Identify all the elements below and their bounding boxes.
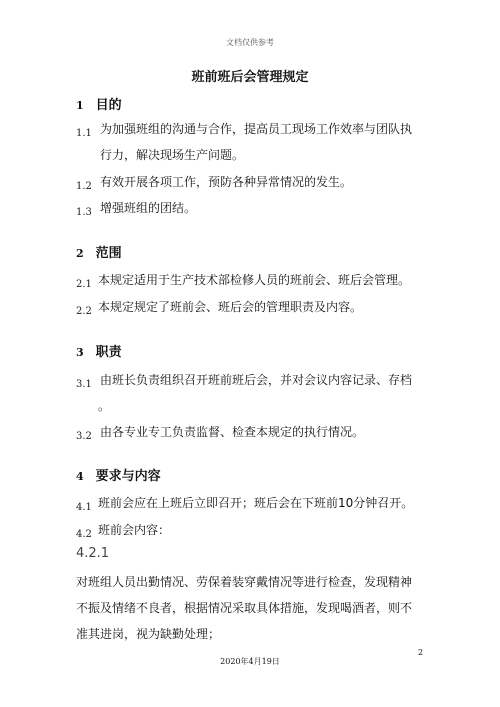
item-text: 由各专业专工负责监督、检查本规定的执行情况。 (100, 425, 365, 439)
page-number: 2 (418, 648, 424, 657)
list-item (76, 372, 92, 391)
item-text: 本规定适用于生产技术部检修人员的班前会、班后会管理。 (98, 273, 411, 287)
item-text: 有效开展各项工作，预防各种异常情况的发生。 (100, 175, 353, 189)
footer-date: 2020年4月19日 (220, 657, 280, 666)
item-number: 3.2 (76, 431, 92, 442)
section-number: 2 (76, 247, 84, 260)
section-number: 4 (76, 470, 84, 483)
item-text: 。 (98, 399, 111, 413)
paragraph-line: 不振及情绪不良者，根据情况采取具体措施，发现喝酒者，则不 (76, 601, 413, 615)
watermark-text: 文档仅供参考 (226, 38, 274, 47)
item-text: 班前会应在上班后立即召开；班后会在下班前10分钟召开。 (98, 496, 414, 510)
item-text: 班前会内容： (98, 523, 171, 537)
list-item (76, 121, 92, 140)
section-heading (76, 341, 122, 360)
item-number: 2.2 (76, 306, 92, 317)
list-item (76, 272, 92, 291)
section-title: 要求与内容 (95, 469, 161, 484)
list-item (76, 174, 92, 193)
item-number: 1.2 (76, 181, 92, 192)
section-title: 范围 (95, 246, 122, 261)
section-number: 3 (76, 346, 84, 359)
item-text: 本规定规定了班前会、班后会的管理职责及内容。 (98, 300, 363, 314)
paragraph-line: 对班组人员出勤情况、劳保着装穿戴情况等进行检查，发现精神 (76, 575, 413, 589)
section-heading (76, 94, 122, 113)
item-text: 为加强班组的沟通与合作，提高员工现场工作效率与团队执 (100, 122, 413, 136)
list-item (76, 424, 92, 443)
section-title: 职责 (95, 345, 122, 360)
item-number: 1.1 (76, 128, 92, 139)
item-number: 4.2 (76, 529, 92, 540)
sub-heading: 4.2.1 (76, 546, 110, 561)
item-text: 行力，解决现场生产问题。 (100, 148, 245, 162)
section-heading (76, 465, 161, 484)
item-number: 1.3 (76, 207, 92, 218)
section-number: 1 (76, 99, 84, 112)
section-heading (76, 242, 122, 261)
item-text: 由班长负责组织召开班前班后会，并对会议内容记录、存档 (100, 373, 413, 387)
list-item (76, 200, 92, 219)
list-item (76, 522, 92, 541)
item-number: 3.1 (76, 379, 92, 390)
document-title: 班前班后会管理规定 (191, 70, 309, 85)
list-item (76, 495, 92, 514)
item-number: 2.1 (76, 279, 92, 290)
item-text: 增强班组的团结。 (100, 201, 197, 215)
item-number: 4.1 (76, 502, 92, 513)
list-item (76, 299, 92, 318)
section-title: 目的 (95, 98, 122, 113)
paragraph-line: 准其进岗，视为缺勤处理； (76, 627, 221, 641)
